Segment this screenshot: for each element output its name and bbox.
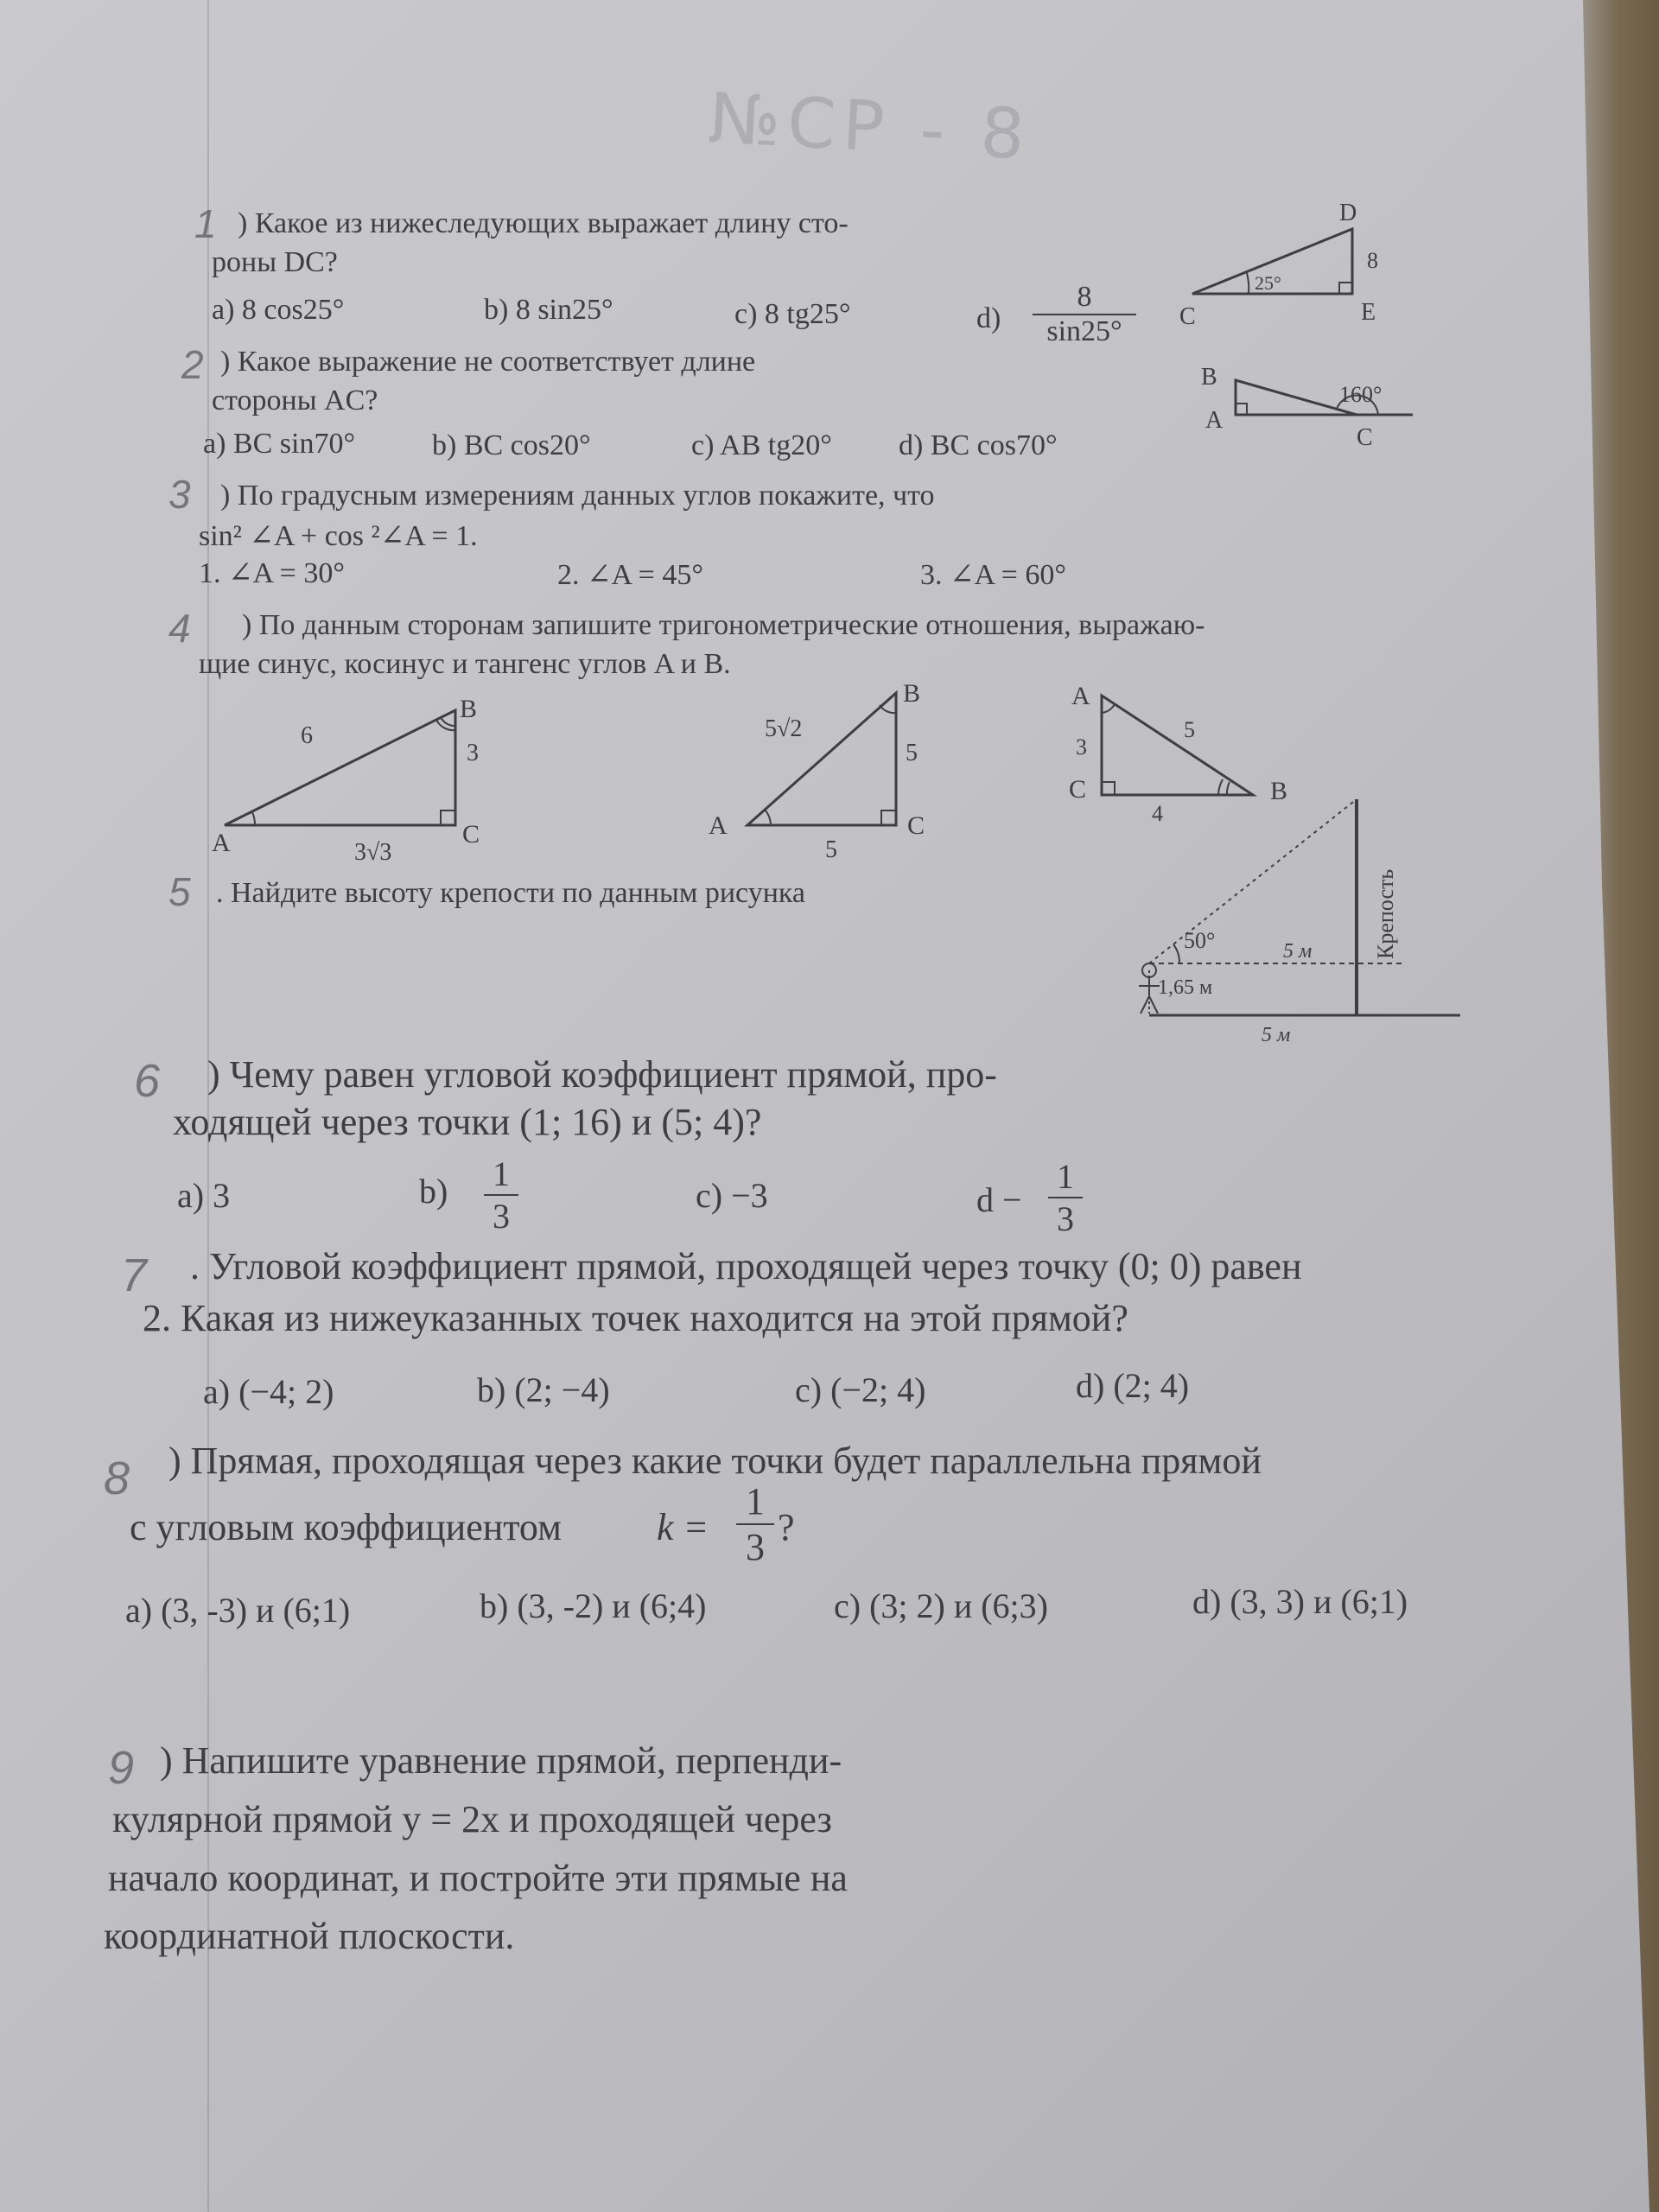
q2-fig-label-B: B <box>1201 364 1217 391</box>
handwritten-header: №CP - 8 <box>706 78 1034 175</box>
q5-fig-angle: 50° <box>1184 928 1216 953</box>
q1-fig-label-E: E <box>1361 299 1376 326</box>
q3-number: 3 <box>168 472 191 517</box>
q4-fig2-label-C: C <box>907 811 925 840</box>
q5-fig-dist-top: 5 м <box>1283 940 1313 963</box>
q7-option-d: d) (2; 4) <box>1076 1366 1190 1405</box>
q6-option-d-label: d − <box>976 1180 1022 1219</box>
q4-fig1-label-B: B <box>460 695 478 723</box>
q3-text-line2: sin² ∠A + cos ²∠A = 1. <box>199 520 478 552</box>
q1-number: 1 <box>194 201 217 246</box>
q4-number: 4 <box>168 606 191 651</box>
q4-triangle-2 <box>709 674 968 864</box>
q2-option-c: c) AB tg20° <box>691 429 832 461</box>
q4-fig2-base: 5 <box>825 836 837 863</box>
q5-fig-height: 1,65 м <box>1158 976 1213 999</box>
q4-text-line1: ) По данным сторонам запишите тригонометрические отношения, выражаю- <box>242 609 1205 641</box>
q3-text-line1: ) По градусным измерениям данных углов покажите, что <box>220 480 935 512</box>
q2-fig-angle: 160° <box>1339 382 1382 407</box>
q4-fig3-label-C: C <box>1069 775 1087 804</box>
q8-option-d: d) (3, 3) и (6;1) <box>1192 1582 1408 1621</box>
q2-fig-label-C: C <box>1357 424 1373 451</box>
q2-triangle-figure <box>1192 359 1426 454</box>
q2-text-line1: ) Какое выражение не соответствует длине <box>220 346 756 378</box>
q8-option-b: b) (3, -2) и (6;4) <box>480 1586 707 1625</box>
q4-fig1-label-C: C <box>462 820 480 849</box>
q1-triangle-figure <box>1175 199 1417 337</box>
q5-text-line1: . Найдите высоту крепости по данным рисунка <box>216 877 805 909</box>
q8-option-a: a) (3, -3) и (6;1) <box>125 1591 351 1630</box>
table-edge <box>1564 0 1659 2212</box>
q9-text-line2: кулярной прямой y = 2x и проходящей через <box>112 1798 832 1840</box>
q5-number: 5 <box>168 869 191 914</box>
q2-option-d: d) BC cos70° <box>899 429 1058 461</box>
q1-option-d-denominator: sin25° <box>1046 315 1122 347</box>
q4-triangle-1 <box>207 691 518 864</box>
q7-option-c: c) (−2; 4) <box>795 1370 926 1409</box>
q4-text-line2: щие синус, косинус и тангенс углов A и B. <box>199 648 731 680</box>
q6-option-b-numerator: 1 <box>484 1154 518 1196</box>
q7-text-line2: 2. Какая из нижеуказанных точек находится на этой прямой? <box>143 1297 1128 1339</box>
q2-text-line2: стороны AC? <box>212 385 378 416</box>
q7-text-line1: . Угловой коэффициент прямой, проходящей через точку (0; 0) равен <box>190 1245 1302 1287</box>
q4-fig2-label-B: B <box>903 679 921 708</box>
q6-option-d-fraction <box>1048 1156 1083 1239</box>
q8-question-mark: ? <box>778 1506 795 1548</box>
q8-k-denominator: 3 <box>746 1526 765 1568</box>
q9-text-line3: начало координат, и постройте эти прямые на <box>108 1857 848 1899</box>
q6-option-b-denominator: 3 <box>493 1197 510 1236</box>
q2-option-b: b) BC cos20° <box>432 429 591 461</box>
q7-option-b: b) (2; −4) <box>477 1370 610 1409</box>
q4-fig1-base: 3√3 <box>354 839 392 864</box>
q6-text-line2: ходящей через точки (1; 16) и (5; 4)? <box>173 1101 762 1143</box>
q8-k-fraction <box>736 1479 774 1569</box>
q1-fig-label-C: C <box>1179 303 1196 330</box>
q4-fig3-label-B: B <box>1270 777 1288 805</box>
q6-option-d-numerator: 1 <box>1048 1156 1083 1198</box>
q1-option-d-label: d) <box>976 302 1001 334</box>
q1-fig-side-8: 8 <box>1367 248 1378 273</box>
q4-fig2-hyp: 5√2 <box>765 715 803 742</box>
q7-option-a: a) (−4; 2) <box>203 1372 334 1411</box>
q5-fig-dist-bottom: 5 м <box>1262 1024 1291 1046</box>
q3-item-2: 2. ∠A = 45° <box>557 559 703 591</box>
q4-fig1-hyp: 6 <box>301 722 313 749</box>
q8-number: 8 <box>104 1452 130 1504</box>
q1-option-a: a) 8 cos25° <box>212 294 345 326</box>
q8-text-line1: ) Прямая, проходящая через какие точки будет параллельна прямой <box>168 1440 1262 1482</box>
q4-fig2-leg: 5 <box>906 740 918 766</box>
q4-fig3-hyp: 5 <box>1184 717 1195 742</box>
q6-number: 6 <box>134 1055 161 1107</box>
q8-k-numerator: 1 <box>736 1479 774 1525</box>
q5-fig-fortress-label: Крепость <box>1373 868 1398 959</box>
q1-option-d-fraction <box>1033 281 1136 348</box>
q2-option-a: a) BC sin70° <box>203 428 356 460</box>
q8-k-label: k = <box>657 1506 709 1548</box>
q1-text-line1: ) Какое из нижеследующих выражает длину сто- <box>238 207 849 239</box>
q4-fig2-label-A: A <box>709 811 728 840</box>
q4-fig3-leg: 3 <box>1076 734 1087 760</box>
q5-fortress-figure <box>1115 782 1478 1050</box>
q6-option-a: a) 3 <box>177 1176 231 1215</box>
q6-option-c: c) −3 <box>696 1176 768 1215</box>
q4-fig1-label-A: A <box>212 829 231 857</box>
q8-option-c: c) (3; 2) и (6;3) <box>834 1586 1048 1625</box>
q2-fig-label-A: A <box>1205 407 1224 434</box>
q6-text-line1: ) Чему равен угловой коэффициент прямой, про- <box>207 1053 997 1096</box>
q6-option-b-fraction <box>484 1154 518 1236</box>
q8-text-line2: с угловым коэффициентом <box>130 1506 562 1548</box>
q1-text-line2: роны DC? <box>212 246 338 278</box>
q1-option-d-numerator: 8 <box>1033 281 1136 315</box>
q9-text-line4: координатной плоскости. <box>104 1915 515 1957</box>
q1-fig-angle: 25° <box>1255 272 1281 294</box>
q2-number: 2 <box>181 342 204 387</box>
q4-fig3-label-A: A <box>1071 682 1090 710</box>
q6-option-d-denominator: 3 <box>1057 1199 1074 1238</box>
q3-item-1: 1. ∠A = 30° <box>199 557 345 589</box>
q1-option-b: b) 8 sin25° <box>484 294 613 326</box>
q9-number: 9 <box>108 1742 135 1794</box>
q1-option-c: c) 8 tg25° <box>734 298 851 330</box>
q9-text-line1: ) Напишите уравнение прямой, перпенди- <box>160 1739 842 1782</box>
q6-option-b-label: b) <box>419 1172 448 1211</box>
q4-fig1-leg: 3 <box>467 740 479 766</box>
q4-fig3-base: 4 <box>1152 801 1163 825</box>
q1-fig-label-D: D <box>1339 200 1357 226</box>
q7-number: 7 <box>121 1249 148 1301</box>
q3-item-3: 3. ∠A = 60° <box>920 559 1066 591</box>
